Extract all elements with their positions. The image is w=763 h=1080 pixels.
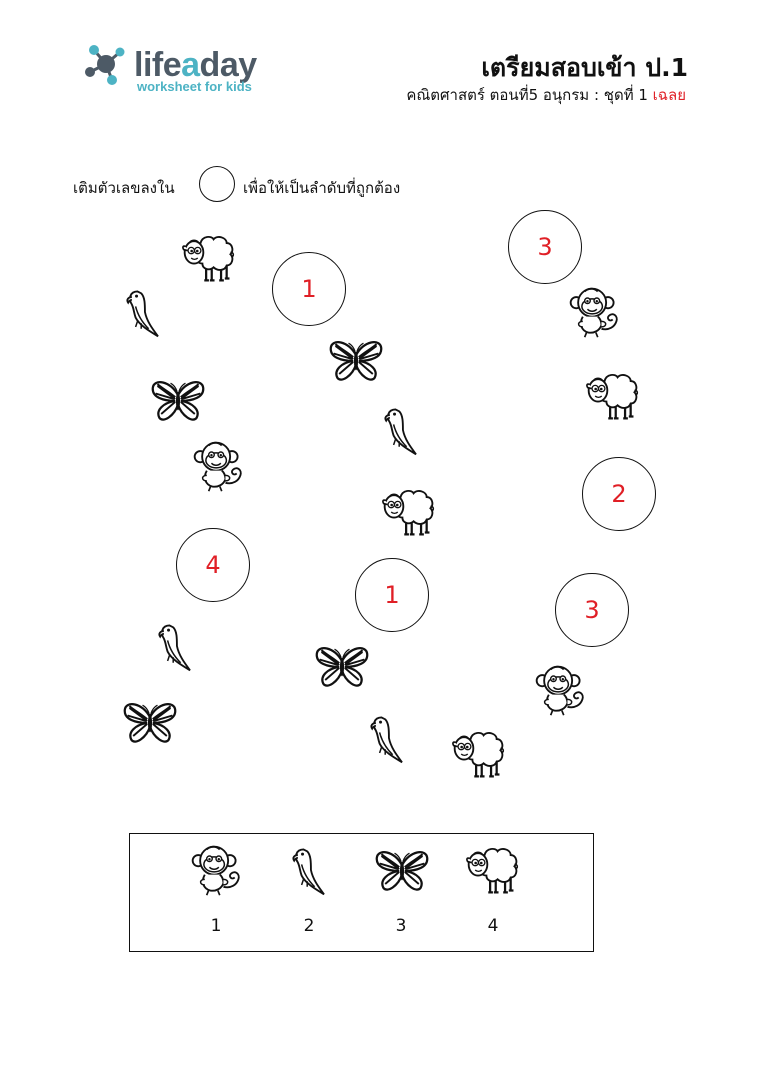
answer-circle[interactable] (176, 528, 250, 602)
monkey-icon (190, 438, 246, 494)
instruction-circle-icon (199, 166, 235, 202)
answer-value: 3 (537, 233, 553, 261)
monkey-icon (566, 284, 622, 340)
sheep-icon (450, 726, 506, 782)
monkey-icon (532, 662, 588, 718)
logo-wordmark-end: day (199, 46, 257, 84)
sheep-icon (464, 842, 520, 898)
answer-circle[interactable] (555, 573, 629, 647)
butterfly-icon (314, 638, 370, 694)
logo-tagline: worksheet for kids (137, 79, 252, 94)
parrot-icon (374, 402, 430, 458)
parrot-icon (360, 710, 416, 766)
answer-circle[interactable] (272, 252, 346, 326)
butterfly-icon (150, 372, 206, 428)
answer-value: 3 (584, 596, 600, 624)
legend-box (129, 833, 594, 952)
answer-circle[interactable] (508, 210, 582, 284)
page-subtitle (406, 83, 686, 107)
instruction-after: เพื่อให้เป็นลำดับที่ถูกต้อง (243, 179, 401, 197)
parrot-icon (282, 842, 338, 898)
sheep-icon (180, 230, 236, 286)
answer-value: 4 (205, 551, 221, 579)
legend-number: 2 (303, 916, 315, 936)
legend-number: 4 (487, 916, 499, 936)
answer-value: 1 (384, 581, 400, 609)
answer-key-label: เฉลย (652, 86, 686, 104)
butterfly-icon (374, 842, 430, 898)
answer-circle[interactable] (582, 457, 656, 531)
subtitle-text: คณิตศาสตร์ ตอนที่5 อนุกรม : ชุดที่ 1 (406, 86, 648, 104)
parrot-icon (116, 284, 172, 340)
sheep-icon (584, 368, 640, 424)
answer-circle[interactable] (355, 558, 429, 632)
answer-value: 2 (611, 480, 627, 508)
legend-number: 1 (210, 916, 222, 936)
answer-value: 1 (301, 275, 317, 303)
logo-molecule-icon (82, 40, 132, 88)
butterfly-icon (122, 694, 178, 750)
instruction-before: เติมตัวเลขลงใน (73, 179, 175, 197)
logo-wordmark: lifeaday (134, 46, 257, 84)
logo (82, 40, 282, 100)
butterfly-icon (328, 332, 384, 388)
legend-number: 3 (395, 916, 407, 936)
page-title: เตรียมสอบเข้า ป.1 (481, 53, 688, 82)
parrot-icon (148, 618, 204, 674)
monkey-icon (188, 842, 244, 898)
sheep-icon (380, 484, 436, 540)
